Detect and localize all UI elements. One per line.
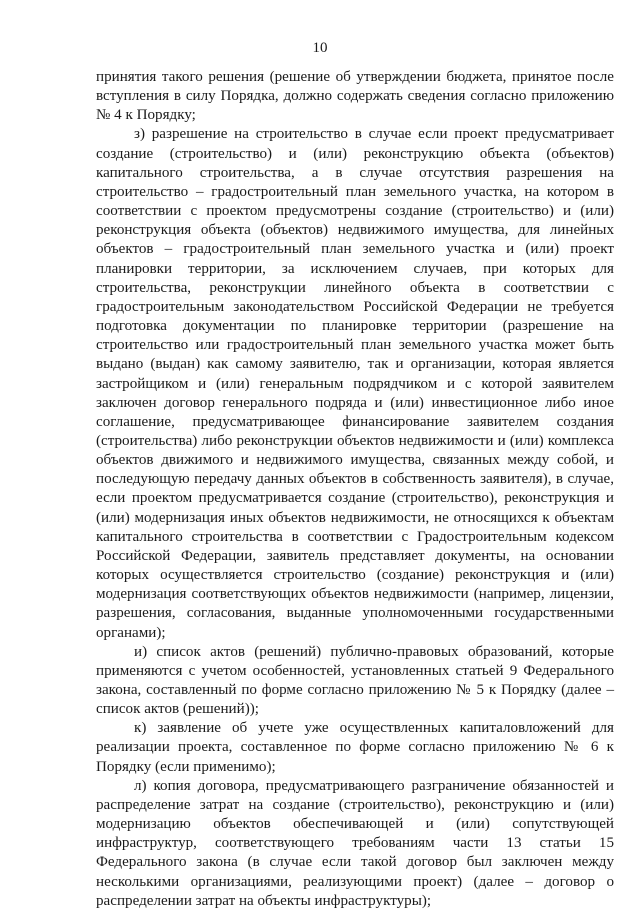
paragraph-item-z: з) разрешение на строительство в случае если проект предусматривает создание (строительство) и (или) реконструкцию объекта (объектов) капитального строительства, а в случае отсутствия разрешения на строительство – градостроительный план земельного участка, на котором в соответствии с проектом предусмотрены создание (строительство) и (или) реконструкция объекта (объектов) недвижимого имущества, для линейных объектов – градостроительный план земельного участка и (или) проект планировки территории, за исключением случаев, при которых для строительства, реконструкции линейного объекта в соответствии с градостроительным законодательством Российской Федерации не требуется подготовка документации по планировке территории (разрешение на строительство или градостроительный план земельного участка может быть выдано (выдан) как самому заявителю, так и организации, которая является застройщиком и (или) генеральным подрядчиком и с которой заявителем заключен договор генерального подряда и (или) инвестиционное либо иное соглашение, предусматривающее финансирование заявителем создания (строительства) либо реконструкции объектов недвижимости и (или) комплекса объектов движимого и недвижимого имущества, связанных между собой, и последующую передачу данных объектов в собственность заявителя), в случае, если проектом предусматривается создание (строительство), реконструкция и (или) модернизация иных объектов недвижимости, не относящихся к объектам капитального строительства в соответствии с Градостроительным кодексом Российской Федерации, заявитель представляет документы, на основании которых осуществляется строительство (создание) реконструкция и (или) модернизация соответствующих объектов недвижимости (например, лицензии, разрешения, согласования, выданные уполномоченными государственными органами); xyxy=(96,126,614,641)
paragraph-item-l: л) копия договора, предусматривающего разграничение обязанностей и распределение затрат на создание (строительство), реконструкцию и (или) модернизацию объектов обеспечивающей и (или) сопутствующей инфраструктур, соответствующего требованиям части 13 статьи 15 Федерального закона (в случае если такой договор был заключен между несколькими организациями, реализующими проект) (далее – договор о распределении затрат на объекты инфраструктуры); xyxy=(96,777,614,909)
paragraph-item-i: и) список актов (решений) публично-правовых образований, которые применяются с учетом особенностей, установленных статьей 9 Федерального закона, составленный по форме согласно приложению № 5 к Порядку (далее – список актов (решений)); xyxy=(96,643,614,718)
paragraph-item-k: к) заявление об учете уже осуществленных капиталовложений для реализации проекта, составленное по форме согласно приложению № 6 к Порядку (если применимо); xyxy=(96,720,614,775)
page-number: 10 xyxy=(312,40,328,56)
paragraph-continuation: принятия такого решения (решение об утверждении бюджета, принятое после вступления в силу Порядка, должно содержать сведения согласно приложению № 4 к Порядку; xyxy=(96,69,614,124)
document-body xyxy=(96,68,614,911)
